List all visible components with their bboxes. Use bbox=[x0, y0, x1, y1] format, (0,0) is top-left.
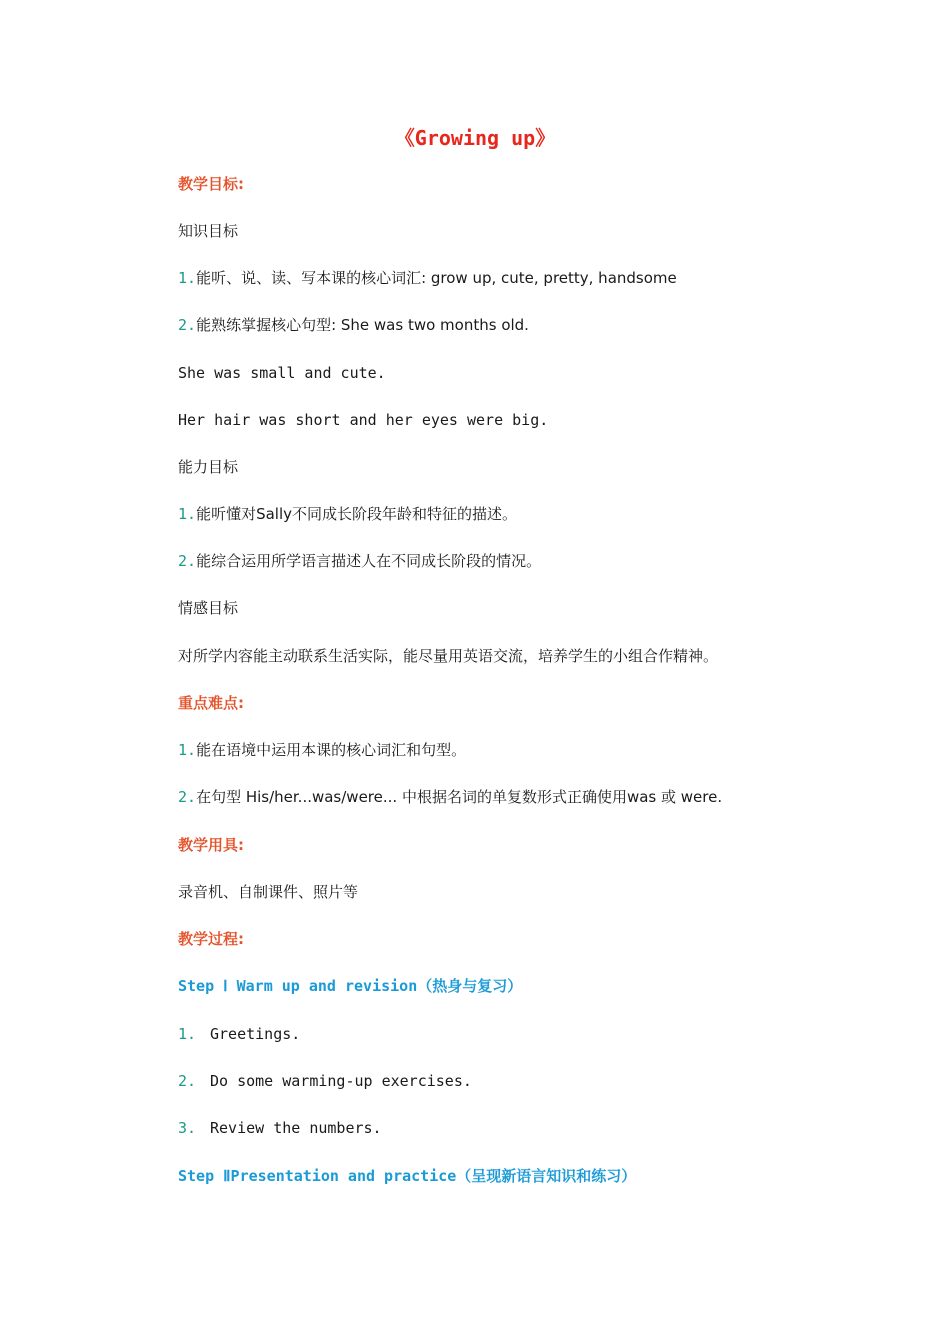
knowledge-goal-1 bbox=[178, 268, 677, 288]
step-1-heading: Step Ⅰ Warm up and revision（热身与复习） bbox=[178, 977, 523, 995]
list-number: 2. bbox=[178, 316, 197, 334]
knowledge-goals-heading: 知识目标 bbox=[178, 222, 239, 240]
teaching-tools-heading: 教学用具: bbox=[178, 836, 244, 854]
teaching-goals-heading: 教学目标: bbox=[178, 175, 244, 193]
key-point-1 bbox=[178, 740, 466, 760]
key-point-2-text: 在句型 His/her...was/were... 中根据名词的单复数形式正确使用was 或 were. bbox=[196, 788, 723, 806]
key-points-heading: 重点难点: bbox=[178, 694, 244, 712]
list-number: 1. bbox=[178, 1025, 197, 1043]
list-number: 2. bbox=[178, 1072, 197, 1090]
knowledge-goal-2-text: 能熟练掌握核心句型: She was two months old. bbox=[196, 316, 529, 334]
list-number: 2. bbox=[178, 788, 197, 806]
step-1-item-text: Review the numbers. bbox=[210, 1119, 382, 1137]
emotion-goal-text: 对所学内容能主动联系生活实际，能尽量用英语交流，培养学生的小组合作精神。 bbox=[178, 647, 719, 665]
sentence-pattern-3: Her hair was short and her eyes were big. bbox=[178, 411, 549, 429]
step-1-item bbox=[178, 1071, 472, 1091]
key-point-1-text: 能在语境中运用本课的核心词汇和句型。 bbox=[196, 741, 467, 759]
list-number: 1. bbox=[178, 505, 197, 523]
ability-goal-1 bbox=[178, 504, 517, 524]
ability-goal-1-text: 能听懂对Sally不同成长阶段年龄和特征的描述。 bbox=[196, 505, 517, 523]
step-1-item-text: Greetings. bbox=[210, 1025, 301, 1043]
ability-goal-2 bbox=[178, 551, 541, 571]
teaching-process-heading: 教学过程: bbox=[178, 930, 244, 948]
document-title: 《Growing up》 bbox=[394, 126, 556, 150]
list-number: 1. bbox=[178, 741, 197, 759]
list-number: 1. bbox=[178, 269, 197, 287]
step-1-item-text: Do some warming-up exercises. bbox=[210, 1072, 472, 1090]
knowledge-goal-2 bbox=[178, 315, 529, 335]
ability-goals-heading: 能力目标 bbox=[178, 458, 239, 476]
ability-goal-2-text: 能综合运用所学语言描述人在不同成长阶段的情况。 bbox=[196, 552, 542, 570]
sentence-pattern-2: She was small and cute. bbox=[178, 364, 386, 382]
list-number: 3. bbox=[178, 1119, 197, 1137]
emotion-goals-heading: 情感目标 bbox=[178, 599, 239, 617]
step-2-heading: Step ⅡPresentation and practice（呈现新语言知识和练习） bbox=[178, 1167, 637, 1185]
step-1-item bbox=[178, 1118, 382, 1138]
key-point-2 bbox=[178, 787, 722, 807]
list-number: 2. bbox=[178, 552, 197, 570]
teaching-tools-text: 录音机、自制课件、照片等 bbox=[178, 883, 359, 901]
knowledge-goal-1-text: 能听、说、读、写本课的核心词汇: grow up, cute, pretty, handsome bbox=[196, 269, 677, 287]
step-1-item bbox=[178, 1024, 300, 1044]
